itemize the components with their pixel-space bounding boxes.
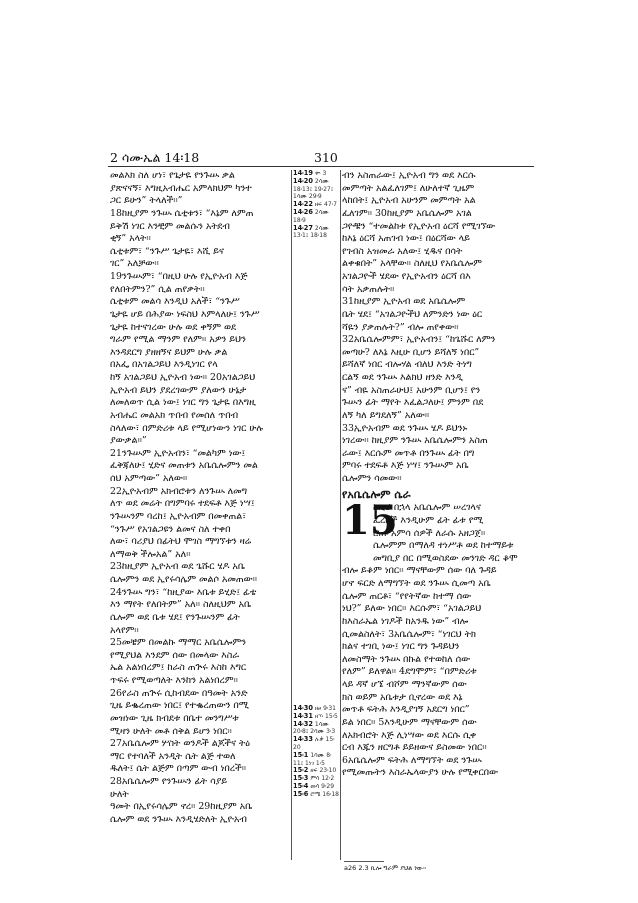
cross-reference-verse: 14፡26 (293, 207, 313, 216)
text-line: ማር የተባለች አንዲት ሴት ልጅ ተወለ (110, 750, 236, 762)
text-line: “ንጉሥ የአገልጋዩን ልመና ስለ ተቀበ (110, 523, 231, 535)
text-line: ምባሩ ተደፍቶ እጅ ነሣ፤ ንጉሡም አቤ (342, 460, 469, 472)
header-rule (108, 166, 534, 167)
text-line: ነገረው። ከዚያም ንጉሡ አቤሴሎምን አስጠ (342, 435, 488, 447)
cross-reference-target: ምሳ 12፡2 (310, 775, 335, 783)
text-line: 25መቼም በመልኩ ማማር አቤሴሎምን (110, 637, 247, 649)
text-line: ፈለገም። 30ከዚያም አቤሴሎም አገል (342, 207, 472, 219)
text-line: ሳት አቃጠሉት። (342, 283, 395, 295)
text-line: ለው፣ ባሪያህ በፊትህ ሞገስ ማግኘቱን ዛሬ (110, 536, 252, 548)
text-line: ገር” አለቻው። (110, 258, 159, 270)
cross-reference-target: ሮሜ 16፡18 (310, 790, 339, 798)
cross-reference-entry (293, 225, 339, 241)
text-line: 21ንጉሡም ኢዮአብን፣ “መልካም ነው፤ (110, 447, 246, 459)
text-line: ሴሎምም በማለዳ ተነሥቶ ወደ ከተማይቱ (373, 540, 514, 552)
text-line: ለጥ ወደ መሬት በግምባሩ ተደፍቶ እጅ ነሣ፤ (110, 498, 255, 510)
footnote: a26 2.3 ኪሎ ግራም ያህል ነው። (344, 864, 427, 872)
text-line: ሴሎምን ሳመው። (342, 473, 402, 484)
right-column-text-top (342, 170, 528, 486)
text-line: የሚያህል እንደም ሰው በመላው እስራ (110, 649, 239, 661)
text-line: ብሎ ይቆም ነበር። ማናቸውም ሰው ባለ ጉዳይ (342, 565, 497, 577)
text-line: 32አቤሴሎምም፣ ኢዮአብን፤ “ከጌሹር ለምን (342, 334, 496, 346)
cross-reference-target: 2ሳሙ 18፡13፤ 19፡27፤ 1ሳሙ 29፡9 (293, 177, 334, 201)
cross-reference-target: 1ሳሙ 20፡8፤ 2ሳሙ 3፡3 (293, 720, 336, 736)
text-line: ጌታዬ ሆይ በሕያው ነፍስህ እምላለሁ፤ ንጉሥ (110, 308, 260, 320)
text-line: ከዚህ በኋላ አቤሴሎም ሠረገላና (373, 502, 481, 514)
cross-reference-verse: 14፡30 (293, 704, 313, 712)
text-line: ያውቃል።” (110, 435, 147, 447)
text-line: ሚዛን ሁለት መቶ ሰቅል ይሆን ነበር። (110, 725, 232, 737)
text-line: 27አቤሴሎም ሦስት ወንዶች ልጆችና ትዕ (110, 738, 250, 750)
text-line: ሮጡ አምሳ ሰዎች ለራሱ አዘጋጀ። (373, 527, 486, 539)
running-header (110, 150, 530, 166)
text-line: ክልና ተገቢ ነው፤ ነገር ግን ጉዳይህን (342, 641, 460, 653)
text-line: 18ከዚያም ንጉሡ ሴቲቱን፣ “እኔም ለምጠ (110, 207, 254, 219)
cross-reference-verse: 14፡32 (293, 719, 313, 728)
text-line: ነህ?” ይለው ነበር። እርሱም፣ “አገልጋይህ (342, 603, 482, 615)
text-line: ከእኔ ዕርሻ አጠገብ ነው፤ በዕርሻው ላይ (342, 233, 470, 245)
cross-reference-entry (293, 791, 339, 799)
column-divider-left (291, 170, 292, 860)
cross-reference-verse: 14፡31 (293, 711, 313, 720)
text-line: ራው፤ እርሱም መጥቶ በንጉሡ ፊት በግ (342, 447, 475, 459)
text-line: የለበትምን?” ሲል ጠየቃት። (110, 283, 205, 295)
chapter-opening (342, 497, 528, 565)
cross-reference-target: ሉቃ 15፡20 (293, 736, 335, 751)
text-line: ጋር ይሁን” ትላለች።” (110, 195, 183, 207)
text-line: ሁለት (110, 788, 129, 800)
text-line: ጉሡን ፊት ማየት እፈልጋለሁ፤ ምንም በደ (342, 397, 484, 409)
cross-reference-verse: 14፡20 (293, 176, 313, 185)
cross-reference-target: ዘፍ 23፡10 (310, 767, 337, 775)
text-line: ለአክብሮት እጅ ሊነሣው ወደ እርሱ ሲቀ (342, 729, 477, 741)
cross-reference-target: ዘፀ 9፡31 (314, 705, 336, 712)
cross-reference-entry (293, 178, 339, 201)
text-line: ልቀቁበት” አላቸው። ስለዚህ የአቤሴሎም (342, 258, 482, 270)
cross-reference-column-bottom (293, 705, 339, 799)
text-line: ሴሎምን ወደ ኢየሩሳሌም መልሶ አመጠው። (110, 574, 258, 585)
text-line: ርልኝ ወደ ንጉሡ እልክህ ዘንድ እንዲ (342, 372, 463, 383)
text-line: የገብስ አዝመራ አለው፤ ሂዱና በሳት (342, 245, 463, 257)
text-line: ብን አስጠራው፤ ኢዮአብ ግን ወደ እርሱ (342, 170, 476, 181)
section-heading: የአቤሴሎም ሴራ (342, 487, 411, 501)
text-line: 22ኢዮአብም አክብሮቱን ለንጉሡ ለመግ (110, 485, 248, 497)
cross-reference-verse: 15፡6 (293, 789, 309, 798)
text-line: ጋዮቹን “ተመልከቱ የኢዮአብ ዕርሻ የሚገኘው (342, 220, 496, 232)
text-line: ስላለው፣ በምድሪቱ ላይ የሚሆነውን ነገር ሁሉ (110, 422, 263, 434)
text-line: ሴሎም ወደ ንጉሡ እንዲሄድለት ኢዮአብ (110, 813, 247, 825)
text-line: ሰህ አምጣው” አለው። (110, 473, 188, 484)
text-line: አላየም። (110, 624, 139, 636)
text-line: እን ማየት የለበትም” አለ። ስለዚህም አቤ (110, 599, 252, 611)
text-line: 24ንጉሡ ግን፣ “ከዚያው እቤቱ ይሂድ፤ ፊቴ (110, 586, 257, 598)
chapter-number: 15 (342, 497, 398, 545)
text-line: ሴቲቱም፣ “ንጉሥ ጌታዬ፣ እሺ ይና (110, 245, 224, 257)
text-line: ጌታዬ ከተናገረው ሁሉ ወደ ቀኝም ወደ (110, 321, 237, 333)
text-line: ለመስማት ንጉሡ በኩል የተወከለ ሰው (342, 653, 471, 665)
text-line: አብሔር መልአክ ጥበብ የመሰለ ጥበብ (110, 409, 239, 421)
cross-reference-column-top (293, 170, 339, 240)
text-line: ላይ ዳኛ ሆኜ ብሾም ማንኛውም ሰው (342, 679, 467, 690)
cross-reference-target: ዘኍ 15፡5 (314, 712, 338, 720)
text-line: ይቅሽ ነገር እንቺም መልሱን አትደብ (110, 220, 230, 232)
cross-reference-entry (293, 721, 339, 737)
text-line: 19ንጉሡም፣ “በዚህ ሁሉ የኢዮአብ እጅ (110, 271, 248, 282)
text-line: ሴሎም ጠርቶ፣ “የየትኛው ከተማ ሰው (342, 590, 472, 602)
cross-reference-target: ዘፍ 47፡7 (314, 201, 337, 209)
cross-reference-verse: 14፡19 (293, 169, 313, 177)
text-line: ርብ እጁን ዘርግቶ ይይዘውና ይስመው ነበር። (342, 742, 487, 754)
cross-reference-target: 2ሳሙ 18፡9 (293, 208, 329, 224)
text-line: መልእክ ስለ ሆነ፣ የጌታዬ የንጉሡ ቃል (110, 170, 235, 181)
right-column-text-bottom (342, 565, 528, 780)
text-line: የለም” ይለዋል። 4ደግሞም፣ “በምድሪቱ (342, 666, 477, 678)
cross-reference-verse: 14፡22 (293, 200, 313, 209)
text-line: ጥፍሩ የሚወጣለት እንከን አልነበረም። (110, 675, 238, 686)
text-line: መጣሁ? ለእኔ እዚሁ ቢሆን ይሻለኝ ነበር” (342, 346, 480, 358)
text-line: ክስ ወይም አቤቱታ ቢኖረው ወደ እኔ (342, 691, 463, 703)
cross-reference-verse: 15፡4 (293, 781, 309, 790)
text-line: መግቢያ በር በሚወስደው መንገድ ዳር ቆሞ (373, 552, 518, 564)
cross-reference-verse: 14፡33 (293, 735, 313, 744)
text-line: ከኝ አገልጋይህ ኢዮአብ ነው። 20አገልጋይህ (110, 372, 256, 383)
cross-reference-verse: 15፡1 (293, 750, 309, 759)
text-line: 28አቤሴሎም የንጉሡን ፊት ሳያይ (110, 776, 228, 787)
cross-reference-target: 2ሳሙ 13፡1፤ 18፡18 (293, 224, 329, 240)
text-line: እንዳደርግ ያዘዘኝና ይህም ሁሉ ቃል (110, 346, 228, 358)
cross-reference-entry (293, 736, 339, 752)
page-number: 310 (314, 150, 338, 165)
cross-reference-entry (293, 752, 339, 768)
text-line: 23ከዚያም ኢዮአብ ወደ ጌሹር ሄዶ አቤ (110, 561, 245, 573)
text-line: ለማወቅ ችሎአል” አለ። (110, 548, 191, 560)
text-line: መጥቶ ፍትሕ እንዲያገኝ አደርግ ነበር” (342, 704, 470, 716)
text-line: ይሻለኛ ነበር ብሎሃል ብለህ እንድ ትነግ (342, 359, 472, 371)
text-line: ዱለት፤ ሴት ልጅም በጣም ውብ ነበረች። (110, 763, 246, 775)
cross-reference-verse: 15፡3 (293, 774, 309, 783)
cross-reference-target: ቍ 3 (314, 170, 327, 177)
text-line: ከእስራኤል ነገዶች ከአንዱ ነው” ብሎ (342, 615, 469, 627)
text-line: ና” ብዬ አስጠራሁህ፤ አሁንም ቢሆን፤ የን (342, 384, 481, 396)
cross-reference-target: 1ሳሙ 8፡11፤ 1ነገ 1፡5 (293, 751, 332, 767)
text-line: ፈቅጃለሁ፤ ሂድና መጠቱን አቤሴሎምን መል (110, 460, 258, 472)
chapter-opening-lines (373, 502, 528, 565)
text-line: ኢዮአብ ይህን ያደረገውም ያለውን ሁኔታ (110, 384, 247, 396)
text-line: የሚመጡትን እስራኤላውያን ሁሉ የሚቀርበው (342, 767, 499, 779)
text-line: ቂኝ” አላት። (110, 233, 151, 245)
cross-reference-verse: 14፡27 (293, 223, 313, 232)
text-line: ግራም የሚል ማንም የለም። አዎን ይህን (110, 334, 246, 346)
text-line: ሆኖ ፍርድ ለማግኘት ወደ ንጉሡ ሲመጣ አቤ (342, 578, 491, 589)
cross-reference-target: መሳ 9፡29 (310, 782, 335, 790)
text-line: ለመለወጥ ሲል ነው፤ ነገር ግን ጌታዬ በእግዚ (110, 397, 256, 409)
text-line: መዝነው ጊዜ ክብደቱ በቤተ መንግሥቱ (110, 712, 239, 724)
text-line: አገልጋዮች ሄደው የኢዮአብን ዕርሻ በእ (342, 271, 471, 282)
text-line: 31ከዚያም ኢዮአብ ወደ አቤሴሎም (342, 296, 466, 308)
text-line: 6አቤሴሎም ፍትሕ ለማግኘት ወደ ንጉሡ (342, 754, 482, 766)
running-title: 2 ሳሙኤል 14፡18 (110, 150, 200, 165)
text-line: ሻዬን ያቃጠሉት?” ብሎ ጠየቀው። (342, 321, 459, 333)
text-line: ዓመት በኢየሩሳሌም ኖረ። 29ከዚያም አቤ (110, 801, 253, 813)
left-text-column (110, 170, 288, 862)
text-line: ሴሎም ወደ ቤቱ ሄደ፤ የንጉሡንም ፊት (110, 611, 240, 623)
text-line: ሲመልስለት፣ 3አቤሴሎም፣ “ነገርህ ትክ (342, 628, 476, 640)
text-line: ጊዜ ይቈረጠው ነበር፤ የተቈረጠውን በሚ (110, 700, 249, 712)
text-line: ቤት ሄደ፤ “አገልጋዮችህ ለምንድን ነው ዕር (342, 308, 483, 320)
cross-reference-entry (293, 209, 339, 225)
text-line: ንጉሡንም ባረከ፤ ኢዮአብም በመቀጠል፣ (110, 510, 246, 522)
text-line: ለኝ ካለ ይግደለኝ” አለው። (342, 409, 430, 421)
text-line: 26የራስ ጠጕሩ ሲከብደው በዓመት አንድ (110, 687, 248, 699)
text-line: ላከበት፤ ኢዮአብ አሁንም መምጣት አል (342, 195, 476, 207)
text-line: መምጣት አልፈለገም፤ ለሁለተኛ ጊዜም (342, 182, 475, 194)
right-text-column (342, 170, 528, 862)
footnote-rule (344, 861, 384, 862)
text-line: ፈረሶች እንዲሁም ፊት ፊቱ የሚ (373, 514, 484, 526)
text-line: በአፌ በአገልጋይህ እንዲነገር የላ (110, 359, 218, 371)
cross-reference-verse: 15፡2 (293, 766, 309, 775)
text-line: ሴቲቱም መልሳ እንዲህ አለች፣ “ንጉሥ (110, 296, 240, 308)
column-divider-right (340, 170, 341, 860)
text-line: ኤል አልነበረም፤ ከራስ ጠጕሩ እስከ እግር (110, 662, 247, 674)
text-line: ይል ነበር። 5እንዲሁም ማናቸውም ሰው (342, 716, 477, 728)
text-line: 33ኢዮአብም ወደ ንጉሡ ሄዶ ይህንኑ (342, 422, 468, 434)
text-line: ያጽናናኝ፣ እግዚአብሔር አምላክህም ካንተ (110, 182, 252, 194)
